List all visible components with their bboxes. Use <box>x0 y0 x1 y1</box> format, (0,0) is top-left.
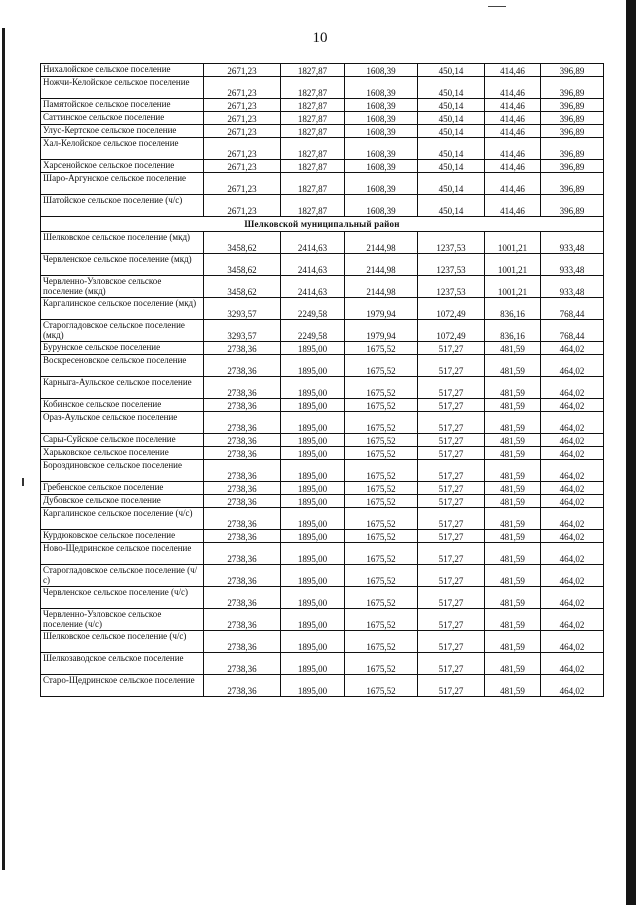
value-cell: 1895,00 <box>281 675 345 697</box>
table-row <box>41 195 604 217</box>
value-cell: 481,59 <box>485 631 541 653</box>
table-row <box>41 565 604 587</box>
settlement-name-cell: Нихалойское сельское поселение <box>41 64 204 77</box>
value-cell: 2671,23 <box>204 99 281 112</box>
value-cell: 1895,00 <box>281 355 345 377</box>
value-cell: 768,44 <box>541 298 604 320</box>
value-cell: 2738,36 <box>204 412 281 434</box>
value-cell: 1895,00 <box>281 434 345 447</box>
value-cell: 414,46 <box>485 195 541 217</box>
settlement-name-cell: Гребенское сельское поселение <box>41 482 204 495</box>
value-cell: 414,46 <box>485 64 541 77</box>
value-cell: 396,89 <box>541 173 604 195</box>
value-cell: 2671,23 <box>204 64 281 77</box>
value-cell: 1608,39 <box>345 99 418 112</box>
settlement-name-cell: Шелковское сельское поселение (ч/с) <box>41 631 204 653</box>
value-cell: 396,89 <box>541 64 604 77</box>
value-cell: 1237,53 <box>418 276 485 298</box>
value-cell: 1895,00 <box>281 342 345 355</box>
table-bottom-section <box>41 232 604 697</box>
table-row <box>41 125 604 138</box>
value-cell: 836,16 <box>485 298 541 320</box>
value-cell: 2738,36 <box>204 543 281 565</box>
value-cell: 464,02 <box>541 434 604 447</box>
table-row <box>41 160 604 173</box>
value-cell: 1895,00 <box>281 377 345 399</box>
value-cell: 396,89 <box>541 125 604 138</box>
value-cell: 464,02 <box>541 508 604 530</box>
settlement-name-cell: Червленно-Узловское сельское поселение (мкд) <box>41 276 204 298</box>
value-cell: 2671,23 <box>204 77 281 99</box>
value-cell: 481,59 <box>485 495 541 508</box>
table-row <box>41 320 604 342</box>
table-row <box>41 482 604 495</box>
table-row <box>41 434 604 447</box>
value-cell: 2738,36 <box>204 377 281 399</box>
value-cell: 481,59 <box>485 587 541 609</box>
value-cell: 1675,52 <box>345 355 418 377</box>
table-row <box>41 254 604 276</box>
value-cell: 1895,00 <box>281 530 345 543</box>
value-cell: 464,02 <box>541 543 604 565</box>
tariff-table <box>40 63 604 697</box>
value-cell: 2738,36 <box>204 460 281 482</box>
value-cell: 1979,94 <box>345 298 418 320</box>
value-cell: 1675,52 <box>345 508 418 530</box>
value-cell: 1608,39 <box>345 138 418 160</box>
value-cell: 450,14 <box>418 173 485 195</box>
settlement-name-cell: Воскресеновское сельское поселение <box>41 355 204 377</box>
table-row <box>41 232 604 254</box>
value-cell: 464,02 <box>541 412 604 434</box>
value-cell: 933,48 <box>541 254 604 276</box>
table-row <box>41 99 604 112</box>
value-cell: 450,14 <box>418 195 485 217</box>
value-cell: 1827,87 <box>281 99 345 112</box>
value-cell: 2144,98 <box>345 276 418 298</box>
value-cell: 1895,00 <box>281 543 345 565</box>
value-cell: 464,02 <box>541 482 604 495</box>
value-cell: 464,02 <box>541 399 604 412</box>
table-row <box>41 173 604 195</box>
value-cell: 450,14 <box>418 77 485 99</box>
value-cell: 1827,87 <box>281 173 345 195</box>
settlement-name-cell: Шаро-Аргунское сельское поселение <box>41 173 204 195</box>
settlement-name-cell: Харьковское сельское поселение <box>41 447 204 460</box>
value-cell: 2249,58 <box>281 298 345 320</box>
table-row <box>41 112 604 125</box>
value-cell: 1675,52 <box>345 530 418 543</box>
value-cell: 3293,57 <box>204 298 281 320</box>
value-cell: 1675,52 <box>345 482 418 495</box>
table-row <box>41 460 604 482</box>
value-cell: 414,46 <box>485 112 541 125</box>
value-cell: 1895,00 <box>281 460 345 482</box>
value-cell: 450,14 <box>418 99 485 112</box>
scan-artifact-mark <box>22 478 24 486</box>
value-cell: 2671,23 <box>204 125 281 138</box>
value-cell: 1827,87 <box>281 138 345 160</box>
value-cell: 3458,62 <box>204 276 281 298</box>
table-row <box>41 276 604 298</box>
value-cell: 2738,36 <box>204 587 281 609</box>
value-cell: 1675,52 <box>345 399 418 412</box>
value-cell: 2738,36 <box>204 565 281 587</box>
value-cell: 2738,36 <box>204 653 281 675</box>
value-cell: 1675,52 <box>345 447 418 460</box>
value-cell: 3293,57 <box>204 320 281 342</box>
value-cell: 481,59 <box>485 653 541 675</box>
settlement-name-cell: Курдюковское сельское поселение <box>41 530 204 543</box>
value-cell: 2414,63 <box>281 276 345 298</box>
value-cell: 933,48 <box>541 232 604 254</box>
settlement-name-cell: Шелковское сельское поселение (мкд) <box>41 232 204 254</box>
settlement-name-cell: Ново-Щедринское сельское поселение <box>41 543 204 565</box>
value-cell: 1237,53 <box>418 232 485 254</box>
value-cell: 1675,52 <box>345 434 418 447</box>
settlement-name-cell: Памятойское сельское поселение <box>41 99 204 112</box>
settlement-name-cell: Старогладовское сельское поселение (ч/с) <box>41 565 204 587</box>
value-cell: 2671,23 <box>204 138 281 160</box>
settlement-name-cell: Червленское сельское поселение (ч/с) <box>41 587 204 609</box>
value-cell: 517,27 <box>418 543 485 565</box>
table-row <box>41 508 604 530</box>
value-cell: 1895,00 <box>281 565 345 587</box>
value-cell: 2738,36 <box>204 675 281 697</box>
value-cell: 1608,39 <box>345 112 418 125</box>
value-cell: 2414,63 <box>281 254 345 276</box>
value-cell: 481,59 <box>485 412 541 434</box>
value-cell: 2738,36 <box>204 482 281 495</box>
value-cell: 481,59 <box>485 508 541 530</box>
settlement-name-cell: Каргалинское сельское поселение (мкд) <box>41 298 204 320</box>
value-cell: 1675,52 <box>345 675 418 697</box>
value-cell: 2738,36 <box>204 530 281 543</box>
value-cell: 481,59 <box>485 377 541 399</box>
value-cell: 1675,52 <box>345 631 418 653</box>
value-cell: 1895,00 <box>281 447 345 460</box>
table-row <box>41 342 604 355</box>
value-cell: 481,59 <box>485 530 541 543</box>
page-number: 10 <box>312 30 328 46</box>
value-cell: 396,89 <box>541 77 604 99</box>
value-cell: 2738,36 <box>204 447 281 460</box>
value-cell: 1608,39 <box>345 125 418 138</box>
value-cell: 1608,39 <box>345 173 418 195</box>
value-cell: 1675,52 <box>345 609 418 631</box>
value-cell: 517,27 <box>418 355 485 377</box>
value-cell: 396,89 <box>541 112 604 125</box>
value-cell: 1895,00 <box>281 508 345 530</box>
value-cell: 2144,98 <box>345 254 418 276</box>
value-cell: 1895,00 <box>281 587 345 609</box>
value-cell: 1608,39 <box>345 64 418 77</box>
value-cell: 517,27 <box>418 587 485 609</box>
value-cell: 2671,23 <box>204 112 281 125</box>
value-cell: 450,14 <box>418 138 485 160</box>
table-row <box>41 399 604 412</box>
settlement-name-cell: Саттинское сельское поселение <box>41 112 204 125</box>
value-cell: 481,59 <box>485 482 541 495</box>
settlement-name-cell: Дубовское сельское поселение <box>41 495 204 508</box>
value-cell: 481,59 <box>485 355 541 377</box>
value-cell: 481,59 <box>485 565 541 587</box>
value-cell: 464,02 <box>541 530 604 543</box>
value-cell: 481,59 <box>485 675 541 697</box>
value-cell: 2671,23 <box>204 173 281 195</box>
table-row <box>41 77 604 99</box>
table-row <box>41 64 604 77</box>
value-cell: 2144,98 <box>345 232 418 254</box>
table-row <box>41 609 604 631</box>
value-cell: 2738,36 <box>204 355 281 377</box>
table-row <box>41 138 604 160</box>
value-cell: 414,46 <box>485 173 541 195</box>
table-row <box>41 543 604 565</box>
settlement-name-cell: Бурунское сельское поселение <box>41 342 204 355</box>
table-row <box>41 412 604 434</box>
value-cell: 414,46 <box>485 99 541 112</box>
value-cell: 481,59 <box>485 399 541 412</box>
value-cell: 1895,00 <box>281 631 345 653</box>
value-cell: 481,59 <box>485 447 541 460</box>
value-cell: 1675,52 <box>345 460 418 482</box>
table-row <box>41 298 604 320</box>
value-cell: 414,46 <box>485 160 541 173</box>
value-cell: 1675,52 <box>345 653 418 675</box>
value-cell: 517,27 <box>418 565 485 587</box>
value-cell: 1827,87 <box>281 125 345 138</box>
settlement-name-cell: Сары-Суйское сельское поселение <box>41 434 204 447</box>
value-cell: 517,27 <box>418 653 485 675</box>
value-cell: 396,89 <box>541 99 604 112</box>
value-cell: 481,59 <box>485 460 541 482</box>
value-cell: 1827,87 <box>281 160 345 173</box>
table-row <box>41 495 604 508</box>
value-cell: 517,27 <box>418 530 485 543</box>
settlement-name-cell: Шатойское сельское поселение (ч/с) <box>41 195 204 217</box>
value-cell: 2738,36 <box>204 342 281 355</box>
value-cell: 464,02 <box>541 355 604 377</box>
table-section-header <box>41 217 604 232</box>
value-cell: 2414,63 <box>281 232 345 254</box>
value-cell: 1608,39 <box>345 77 418 99</box>
value-cell: 1675,52 <box>345 587 418 609</box>
value-cell: 2738,36 <box>204 508 281 530</box>
value-cell: 1895,00 <box>281 412 345 434</box>
value-cell: 1675,52 <box>345 495 418 508</box>
settlement-name-cell: Улус-Кертское сельское поселение <box>41 125 204 138</box>
value-cell: 414,46 <box>485 125 541 138</box>
settlement-name-cell: Шелкозаводское сельское поселение <box>41 653 204 675</box>
value-cell: 464,02 <box>541 460 604 482</box>
settlement-name-cell: Червленское сельское поселение (мкд) <box>41 254 204 276</box>
value-cell: 517,27 <box>418 508 485 530</box>
value-cell: 836,16 <box>485 320 541 342</box>
table-top-section <box>41 64 604 217</box>
value-cell: 517,27 <box>418 495 485 508</box>
value-cell: 464,02 <box>541 377 604 399</box>
value-cell: 1827,87 <box>281 64 345 77</box>
value-cell: 517,27 <box>418 412 485 434</box>
settlement-name-cell: Червленно-Узловское сельское поселение (ч/с) <box>41 609 204 631</box>
value-cell: 450,14 <box>418 160 485 173</box>
value-cell: 1237,53 <box>418 254 485 276</box>
value-cell: 517,27 <box>418 482 485 495</box>
value-cell: 517,27 <box>418 631 485 653</box>
value-cell: 414,46 <box>485 138 541 160</box>
value-cell: 1895,00 <box>281 495 345 508</box>
value-cell: 396,89 <box>541 195 604 217</box>
value-cell: 396,89 <box>541 160 604 173</box>
value-cell: 414,46 <box>485 77 541 99</box>
settlement-name-cell: Старогладовское сельское поселение (мкд) <box>41 320 204 342</box>
value-cell: 933,48 <box>541 276 604 298</box>
value-cell: 1895,00 <box>281 399 345 412</box>
table-row <box>41 447 604 460</box>
value-cell: 1827,87 <box>281 112 345 125</box>
value-cell: 1608,39 <box>345 160 418 173</box>
settlement-name-cell: Харсенойское сельское поселение <box>41 160 204 173</box>
value-cell: 464,02 <box>541 587 604 609</box>
value-cell: 517,27 <box>418 399 485 412</box>
value-cell: 768,44 <box>541 320 604 342</box>
value-cell: 1979,94 <box>345 320 418 342</box>
value-cell: 1675,52 <box>345 565 418 587</box>
value-cell: 481,59 <box>485 342 541 355</box>
section-title: Шелковской муниципальный район <box>41 217 604 232</box>
value-cell: 1827,87 <box>281 195 345 217</box>
value-cell: 1895,00 <box>281 653 345 675</box>
value-cell: 2671,23 <box>204 195 281 217</box>
value-cell: 2738,36 <box>204 495 281 508</box>
value-cell: 517,27 <box>418 377 485 399</box>
value-cell: 1675,52 <box>345 342 418 355</box>
value-cell: 464,02 <box>541 565 604 587</box>
value-cell: 1895,00 <box>281 609 345 631</box>
table-row <box>41 653 604 675</box>
value-cell: 450,14 <box>418 64 485 77</box>
value-cell: 517,27 <box>418 342 485 355</box>
value-cell: 450,14 <box>418 125 485 138</box>
table-row <box>41 631 604 653</box>
settlement-name-cell: Старо-Щедринское сельское поселение <box>41 675 204 697</box>
value-cell: 517,27 <box>418 434 485 447</box>
value-cell: 464,02 <box>541 342 604 355</box>
scan-artifact-mark <box>488 6 506 7</box>
value-cell: 464,02 <box>541 631 604 653</box>
table-row <box>41 587 604 609</box>
settlement-name-cell: Карныга-Аульское сельское поселение <box>41 377 204 399</box>
settlement-name-cell: Бороздиновское сельское поселение <box>41 460 204 482</box>
value-cell: 3458,62 <box>204 232 281 254</box>
settlement-name-cell: Ораз-Аульское сельское поселение <box>41 412 204 434</box>
value-cell: 2249,58 <box>281 320 345 342</box>
scan-right-edge <box>626 0 636 905</box>
settlement-name-cell: Хал-Келойское сельское поселение <box>41 138 204 160</box>
value-cell: 2738,36 <box>204 609 281 631</box>
value-cell: 1895,00 <box>281 482 345 495</box>
table-row <box>41 675 604 697</box>
value-cell: 450,14 <box>418 112 485 125</box>
value-cell: 481,59 <box>485 543 541 565</box>
value-cell: 517,27 <box>418 447 485 460</box>
value-cell: 1072,49 <box>418 298 485 320</box>
value-cell: 1675,52 <box>345 377 418 399</box>
value-cell: 481,59 <box>485 434 541 447</box>
scan-left-edge <box>2 28 5 870</box>
value-cell: 517,27 <box>418 609 485 631</box>
settlement-name-cell: Кобинское сельское поселение <box>41 399 204 412</box>
value-cell: 1001,21 <box>485 276 541 298</box>
value-cell: 517,27 <box>418 460 485 482</box>
value-cell: 1072,49 <box>418 320 485 342</box>
value-cell: 2738,36 <box>204 399 281 412</box>
settlement-name-cell: Каргалинское сельское поселение (ч/с) <box>41 508 204 530</box>
value-cell: 1675,52 <box>345 412 418 434</box>
value-cell: 464,02 <box>541 495 604 508</box>
value-cell: 1675,52 <box>345 543 418 565</box>
table-row <box>41 355 604 377</box>
value-cell: 1608,39 <box>345 195 418 217</box>
value-cell: 481,59 <box>485 609 541 631</box>
value-cell: 464,02 <box>541 609 604 631</box>
value-cell: 1001,21 <box>485 254 541 276</box>
value-cell: 1827,87 <box>281 77 345 99</box>
settlement-name-cell: Ножчи-Келойское сельское поселение <box>41 77 204 99</box>
value-cell: 1001,21 <box>485 232 541 254</box>
value-cell: 2738,36 <box>204 631 281 653</box>
value-cell: 464,02 <box>541 447 604 460</box>
value-cell: 3458,62 <box>204 254 281 276</box>
table-row <box>41 530 604 543</box>
value-cell: 517,27 <box>418 675 485 697</box>
table-row <box>41 377 604 399</box>
value-cell: 464,02 <box>541 675 604 697</box>
value-cell: 396,89 <box>541 138 604 160</box>
value-cell: 2671,23 <box>204 160 281 173</box>
value-cell: 2738,36 <box>204 434 281 447</box>
value-cell: 464,02 <box>541 653 604 675</box>
